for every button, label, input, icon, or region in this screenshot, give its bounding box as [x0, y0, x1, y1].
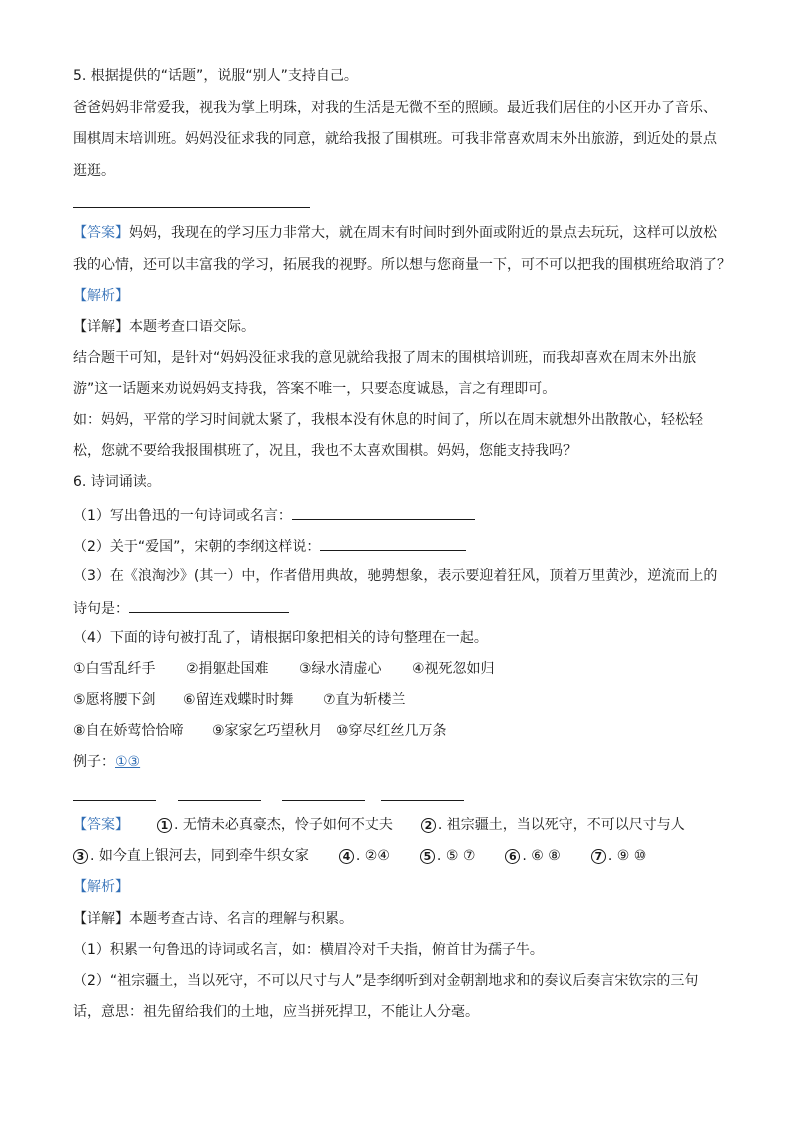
answer-text: . ⑤ ⑦ [436, 848, 476, 864]
option-item: ③绿水清虚心 [299, 661, 382, 677]
q6-detail-text: 本题考查古诗、名言的理解与积累。 [129, 911, 353, 927]
q5-example-line-1: 如：妈妈，平常的学习时间就太紧了，我根本没有休息的时间了，所以在周末就想外出散散心，轻松轻 [73, 412, 703, 428]
option-item: ⑦直为斩楼兰 [323, 692, 406, 708]
example-value: ①③ [115, 754, 141, 770]
q5-answer-line-2: 我的心情，还可以丰富我的学习，拓展我的视野。所以想与您商量一下，可不可以把我的围棋班给取消了？ [73, 257, 731, 273]
option-item: ⑤愿将腰下剑 [73, 692, 156, 708]
q5-answer-blank [73, 207, 310, 208]
answer-number-badge: 3 [73, 849, 88, 864]
answer-text: . 无情未必真豪杰，怜子如何不丈夫 [174, 817, 393, 833]
q5-analysis-tag: 【解析】 [73, 288, 129, 304]
q6-example [73, 753, 140, 771]
q6-answer-blank-2 [178, 800, 261, 801]
answer-text: . 祖宗疆土，当以死守，不可以尺寸与人 [437, 817, 685, 833]
q5-detail-text: 本题考查口语交际。 [129, 319, 255, 335]
q6-sub1 [73, 505, 475, 525]
answer-number-badge: 1 [157, 818, 172, 833]
option-item: ⑥留连戏蝶时时舞 [183, 692, 294, 708]
answer-number-badge: 5 [420, 849, 435, 864]
q6-sub3-blank [129, 598, 289, 613]
answer-tag: 【答案】 [73, 225, 129, 241]
answer-number-badge: 4 [339, 849, 354, 864]
q5-answer-line-1 [73, 224, 717, 242]
q6-sub3-label: 诗句是： [73, 601, 129, 617]
q6-answer-blank-3 [282, 800, 365, 801]
answer-text: . ⑨ ⑩ [607, 848, 647, 864]
q6-title: 6. 诗词诵读。 [73, 474, 161, 490]
q6-sub4: （4）下面的诗句被打乱了，请根据印象把相关的诗句整理在一起。 [73, 630, 488, 646]
q6-sub3-line-2 [73, 598, 289, 618]
answer-number-badge: 7 [591, 849, 606, 864]
q5-para-line-1: 爸爸妈妈非常爱我，视我为掌上明珠，对我的生活是无微不至的照顾。最近我们居住的小区开办了音乐、 [73, 100, 717, 116]
q6-options-row-3 [73, 722, 447, 740]
detail-tag: 【详解】 [73, 319, 129, 335]
option-item: ⑩穿尽红丝几万条 [336, 723, 447, 739]
example-label: 例子： [73, 754, 115, 770]
q5-title: 5. 根据提供的“话题”，说服“别人”支持自己。 [73, 68, 358, 84]
option-item: ⑧自在娇莺恰恰啼 [73, 723, 184, 739]
q6-answer-blank-1 [73, 800, 156, 801]
q5-para-line-3: 逛逛。 [73, 163, 115, 179]
q6-detail-line [73, 910, 353, 928]
q5-example-line-2: 松，您就不要给我报围棋班了，况且，我也不太喜欢围棋。妈妈，您能支持我吗？ [73, 443, 577, 459]
q6-options-row-1 [73, 660, 495, 678]
q6-explanation-line-2: （2）“祖宗疆土，当以死守，不可以尺寸与人”是李纲听到对金朝割地求和的奏议后奏言宋钦宗的三句 [73, 973, 699, 989]
q6-answer-blank-4 [381, 800, 464, 801]
q5-explanation-line-2: 游”这一话题来劝说妈妈支持我，答案不唯一，只要态度诚恳，言之有理即可。 [73, 381, 557, 397]
q5-para-line-2: 围棋周末培训班。妈妈没征求我的同意，就给我报了围棋班。可我非常喜欢周末外出旅游，到近处的景点 [73, 131, 717, 147]
q5-detail-line [73, 318, 255, 336]
option-item: ⑨家家乞巧望秋月 [212, 723, 323, 739]
q6-analysis-tag: 【解析】 [73, 879, 129, 895]
q6-answer-line-2 [73, 847, 646, 865]
option-item: ①白雪乱纤手 [73, 661, 156, 677]
answer-number-badge: 6 [505, 849, 520, 864]
answer-number-badge: 2 [421, 818, 436, 833]
q6-explanation-line-3: 话，意思：祖先留给我们的土地，应当拼死捍卫，不能让人分毫。 [73, 1004, 479, 1020]
option-item: ④视死忽如归 [412, 661, 495, 677]
q6-sub2 [73, 536, 466, 556]
answer-text: . 如今直上银河去，同到牵牛织女家 [90, 848, 309, 864]
q5-answer-text-1: 妈妈，我现在的学习压力非常大，就在周末有时间时到外面或附近的景点去玩玩，这样可以放松 [129, 225, 717, 241]
q6-sub2-blank [320, 536, 466, 551]
answer-text: . ⑥ ⑧ [522, 848, 561, 864]
q5-explanation-line-1: 结合题干可知，是针对“妈妈没征求我的意见就给我报了周末的围棋培训班，而我却喜欢在周末外出旅 [73, 350, 697, 366]
option-item: ②捐躯赴国难 [186, 661, 269, 677]
q6-sub1-text: （1）写出鲁迅的一句诗词或名言： [73, 508, 292, 524]
answer-tag: 【答案】 [73, 817, 129, 833]
detail-tag: 【详解】 [73, 911, 129, 927]
q6-sub1-blank [292, 505, 475, 520]
q6-sub2-text: （2）关于“爱国”，宋朝的李纲这样说： [73, 539, 321, 555]
answer-text: . ②④ [355, 848, 390, 864]
q6-options-row-2 [73, 691, 406, 709]
q6-explanation-line-1: （1）积累一句鲁迅的诗词或名言，如：横眉冷对千夫指，俯首甘为孺子牛。 [73, 942, 544, 958]
q6-answer-line-1 [73, 816, 685, 834]
q6-sub3-line-1: （3）在《浪淘沙》(其一）中，作者借用典故，驰骋想象，表示要迎着狂风，顶着万里黄沙，逆流而上的 [73, 568, 718, 584]
